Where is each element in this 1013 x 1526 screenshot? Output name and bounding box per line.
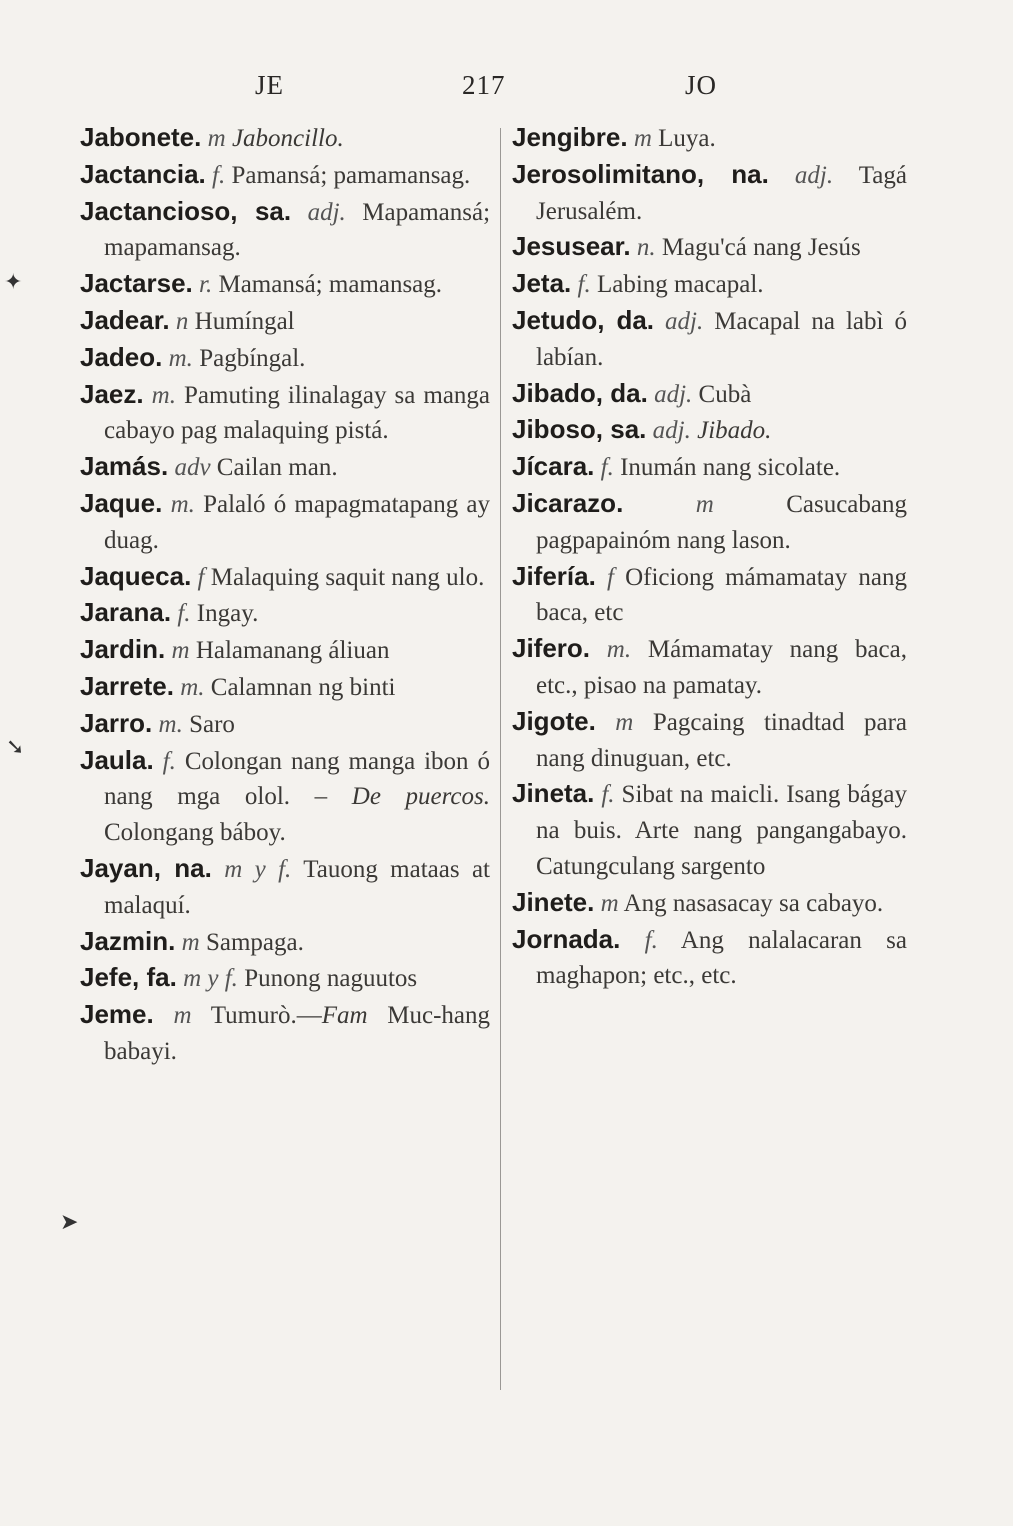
- dictionary-entry: [80, 743, 490, 851]
- grammar-label: f.: [600, 454, 614, 482]
- definition: Mamansá; mamansag.: [218, 271, 443, 299]
- definition: Pagbíngal.: [199, 344, 306, 372]
- headword: Jayan, na.: [80, 852, 212, 883]
- definition: Saro: [189, 710, 235, 738]
- dictionary-entry: [512, 229, 907, 266]
- dictionary-entry: [80, 851, 490, 924]
- headword: Jengibre.: [512, 122, 628, 152]
- dictionary-entry: [80, 120, 490, 157]
- definition: Humíngal: [194, 307, 295, 335]
- headword: Jesusear.: [512, 231, 631, 262]
- dictionary-entry: [512, 120, 907, 157]
- headword: Jibado, da.: [512, 377, 648, 408]
- headword: Jiboso, sa.: [512, 414, 647, 445]
- dictionary-entry: [80, 340, 490, 377]
- grammar-label: n: [175, 307, 189, 335]
- definition: Colongan nang manga ibon ó nang mga olol. –: [104, 747, 491, 811]
- definition: Palaló ó mapagmatapang ay duag.: [104, 490, 491, 554]
- headword: Jaez.: [80, 378, 144, 409]
- grammar-label: f.: [177, 600, 191, 628]
- definition: Malaquing saquit nang ulo.: [210, 563, 485, 591]
- dictionary-entry: [80, 377, 490, 450]
- definition: Tagá Jerusalém.: [536, 161, 907, 225]
- headword: Jactancioso, sa.: [80, 195, 292, 226]
- definition-continued: Colongang báboy.: [104, 819, 286, 847]
- grammar-label: adj.: [665, 307, 704, 335]
- dictionary-entry: [80, 595, 490, 632]
- dictionary-entry: [512, 157, 907, 230]
- grammar-label: adj.: [652, 417, 691, 445]
- definition: Ingay.: [196, 600, 259, 628]
- definition-continued: Muc-hang babayi.: [104, 1002, 490, 1065]
- headword: Jadear.: [80, 304, 170, 335]
- grammar-label: f: [606, 563, 614, 591]
- headword: Jerosolimitano, na.: [512, 158, 769, 189]
- grammar-label: r.: [199, 271, 213, 299]
- headword: Jefe, fa.: [80, 962, 177, 993]
- grammar-label: m.: [158, 710, 183, 738]
- headword: Jornada.: [512, 923, 621, 954]
- definition: Cailan man.: [216, 454, 338, 482]
- headword: Jarana.: [80, 597, 172, 628]
- dictionary-entry: [80, 706, 490, 743]
- grammar-label: m: [181, 928, 200, 956]
- dictionary-entry: [512, 376, 907, 413]
- headword: Jineta.: [512, 778, 595, 809]
- definition: Jibado.: [697, 417, 772, 445]
- headword: Jamás.: [80, 451, 169, 482]
- headword: Jaula.: [80, 744, 154, 775]
- dictionary-entry: [512, 412, 907, 449]
- dictionary-entry: [512, 486, 907, 559]
- grammar-label: f.: [644, 926, 658, 954]
- definition: Tauong mataas at malaquí.: [104, 855, 490, 919]
- grammar-label: m: [695, 490, 714, 518]
- grammar-label: m: [633, 125, 652, 152]
- margin-mark: ✦: [4, 270, 23, 295]
- header-left-guide-word: JE: [255, 70, 284, 100]
- headword: Jifero.: [512, 633, 591, 664]
- definition: Halamanang áliuan: [195, 637, 390, 665]
- headword: Jactarse.: [80, 268, 193, 299]
- definition: Casucabang pagpapainóm nang lason.: [536, 490, 907, 554]
- definition: Pamansá; pamamansag.: [231, 161, 471, 189]
- grammar-label: f.: [162, 747, 176, 775]
- dictionary-entry: [80, 303, 490, 340]
- headword: Jigote.: [512, 705, 596, 736]
- definition: Magu'cá nang Jesús: [661, 234, 861, 262]
- grammar-label: f: [197, 563, 205, 591]
- grammar-label: m.: [170, 490, 195, 518]
- grammar-label: m.: [606, 636, 632, 664]
- dictionary-entry: [80, 157, 490, 194]
- grammar-label: m y f.: [224, 855, 292, 883]
- margin-mark: ➤: [60, 1210, 79, 1235]
- headword: Jetudo, da.: [512, 304, 655, 335]
- headword: Jactancia.: [80, 158, 206, 189]
- page-number: 217: [462, 70, 506, 100]
- dictionary-entry: [512, 303, 907, 376]
- headword: Jeme.: [80, 999, 154, 1030]
- headword: Jabonete.: [80, 122, 202, 152]
- definition: Ang nasasacay sa cabayo.: [623, 889, 884, 917]
- definition: Macapal na labì ó labían.: [536, 307, 907, 371]
- headword: Jeta.: [512, 268, 572, 299]
- dictionary-entry: [512, 631, 907, 704]
- page-header: [0, 70, 1013, 110]
- definition: Labing macapal.: [596, 271, 764, 299]
- headword: Jadeo.: [80, 341, 163, 372]
- grammar-label: f.: [577, 271, 591, 299]
- headword: Jícara.: [512, 451, 595, 482]
- grammar-label: n.: [636, 234, 656, 262]
- left-column: [80, 120, 490, 1070]
- grammar-label: adj.: [794, 161, 834, 189]
- dictionary-entry: [80, 194, 490, 267]
- grammar-label: adj.: [307, 198, 346, 226]
- grammar-label: m.: [168, 344, 193, 372]
- definition: Mapamansá; mapamansag.: [104, 198, 491, 262]
- definition: Oficiong mámamatay nang baca, etc: [536, 563, 908, 627]
- margin-mark: ➘: [6, 735, 25, 760]
- column-divider: [500, 128, 501, 1390]
- definition: Cubà: [698, 380, 752, 408]
- grammar-label: m: [600, 889, 619, 917]
- dictionary-entry: [80, 632, 490, 669]
- headword: Jaque.: [80, 487, 163, 518]
- grammar-label: m y f.: [183, 965, 238, 993]
- definition-italic: De puercos.: [351, 783, 491, 811]
- dictionary-entry: [80, 960, 490, 997]
- dictionary-entry: [80, 669, 490, 706]
- definition: Ang nalalacaran sa maghapon; etc., etc.: [536, 926, 907, 990]
- right-column: [512, 120, 907, 994]
- headword: Jaqueca.: [80, 560, 192, 591]
- headword: Jarrete.: [80, 670, 174, 701]
- definition: Inumán nang sicolate.: [620, 454, 841, 482]
- dictionary-entry: [80, 266, 490, 303]
- definition: Sampaga.: [205, 928, 304, 956]
- dictionary-entry: [80, 449, 490, 486]
- definition: Jaboncillo.: [231, 125, 344, 152]
- dictionary-entry: [80, 486, 490, 559]
- dictionary-entry: [80, 559, 490, 596]
- dictionary-entry: [512, 449, 907, 486]
- grammar-label: m.: [180, 673, 205, 701]
- dictionary-entry: [512, 266, 907, 303]
- grammar-label: adv: [174, 454, 211, 482]
- definition: Mámamatay nang baca, etc., pisao na pamatay.: [536, 636, 907, 699]
- dictionary-entry: [80, 924, 490, 961]
- grammar-label: m: [207, 125, 226, 152]
- headword: Jarro.: [80, 707, 153, 738]
- headword: Jinete.: [512, 886, 595, 917]
- dictionary-entry: [512, 885, 907, 922]
- grammar-label: adj.: [654, 380, 693, 408]
- grammar-label: m: [615, 708, 634, 736]
- headword: Jazmin.: [80, 925, 176, 956]
- dictionary-entry: [512, 704, 907, 777]
- definition: Tumurò.—: [210, 1002, 322, 1030]
- definition: Pamuting ilinalagay sa manga cabayo pag malaquing pistá.: [104, 381, 491, 445]
- dictionary-entry: [512, 922, 907, 995]
- definition: Punong naguutos: [244, 965, 418, 993]
- definition: Sibat na maicli. Isang bágay na buis. Arte nang pangangabayo. Catungculang sargento: [536, 781, 908, 880]
- headword: Jifería.: [512, 560, 596, 591]
- dictionary-entry: [80, 997, 490, 1070]
- headword: Jicarazo.: [512, 487, 624, 518]
- grammar-label: f.: [212, 161, 226, 189]
- grammar-label: m.: [151, 381, 176, 409]
- grammar-label: f.: [601, 781, 615, 809]
- dictionary-entry: [512, 776, 907, 884]
- definition-italic: Fam: [321, 1002, 368, 1030]
- grammar-label: m: [173, 1002, 192, 1030]
- grammar-label: m: [171, 637, 190, 665]
- header-right-guide-word: JO: [685, 70, 718, 100]
- dictionary-entry: [512, 559, 907, 632]
- headword: Jardin.: [80, 634, 166, 665]
- definition: Luya.: [658, 125, 716, 152]
- definition: Calamnan ng binti: [210, 673, 396, 701]
- definition: Pagcaing tinadtad para nang dinuguan, etc.: [536, 708, 908, 772]
